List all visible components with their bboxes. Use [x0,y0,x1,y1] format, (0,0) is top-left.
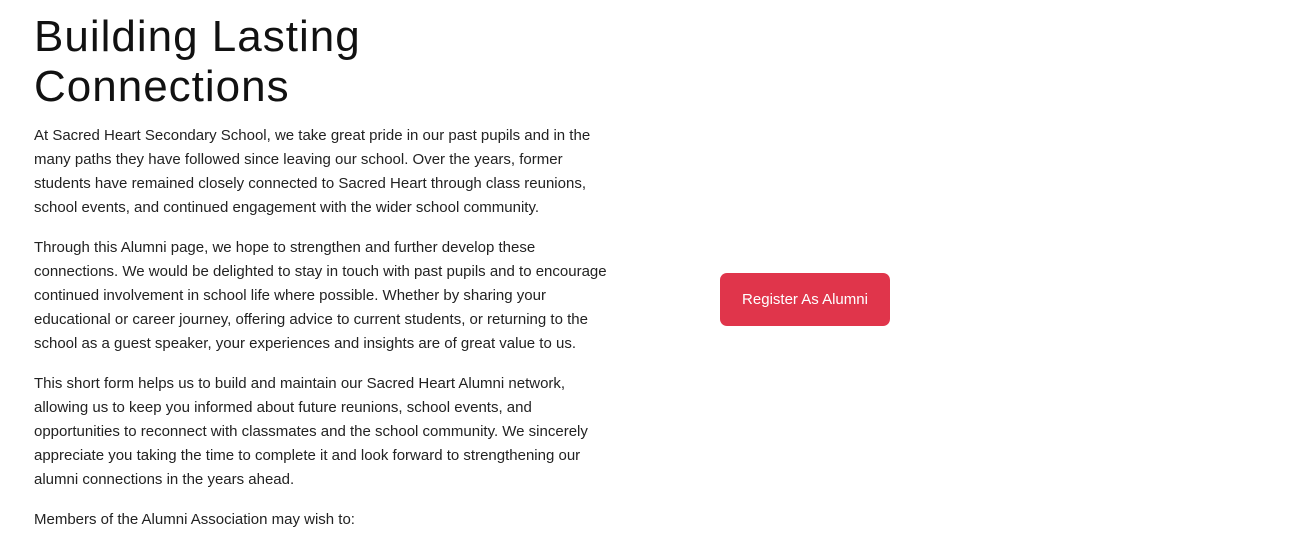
paragraph-short-form: This short form helps us to build and maintain our Sacred Heart Alumni network, allowing us to keep you informed about future reunions, school events, and opportunities to reconnect with classmates and the school community. We sincerely appreciate you taking the time to complete it and look forward to strengthening our alumni connections in the years ahead. [34,375,588,488]
intro-text [34,124,614,532]
page-title: Building Lasting Connections [34,12,361,111]
content-column [34,0,614,548]
paragraph-intro: At Sacred Heart Secondary School, we take great pride in our past pupils and in the many paths they have followed since leaving our school. Over the years, former students have remained closely connected to Sacred Heart through class reunions, school events, and continued engagement with the wider school community. [34,127,591,216]
register-alumni-button[interactable]: Register As Alumni [720,273,890,326]
paragraph-members: Members of the Alumni Association may wish to: [34,511,355,528]
paragraph-alumni-page: Through this Alumni page, we hope to strengthen and further develop these connections. We would be delighted to stay in touch with past pupils and to encourage continued involvement in school life where possible. Whether by sharing your educational or career journey, offering advice to current students, or returning to the school as a guest speaker, your experiences and insights are of great value to us. [34,239,607,352]
